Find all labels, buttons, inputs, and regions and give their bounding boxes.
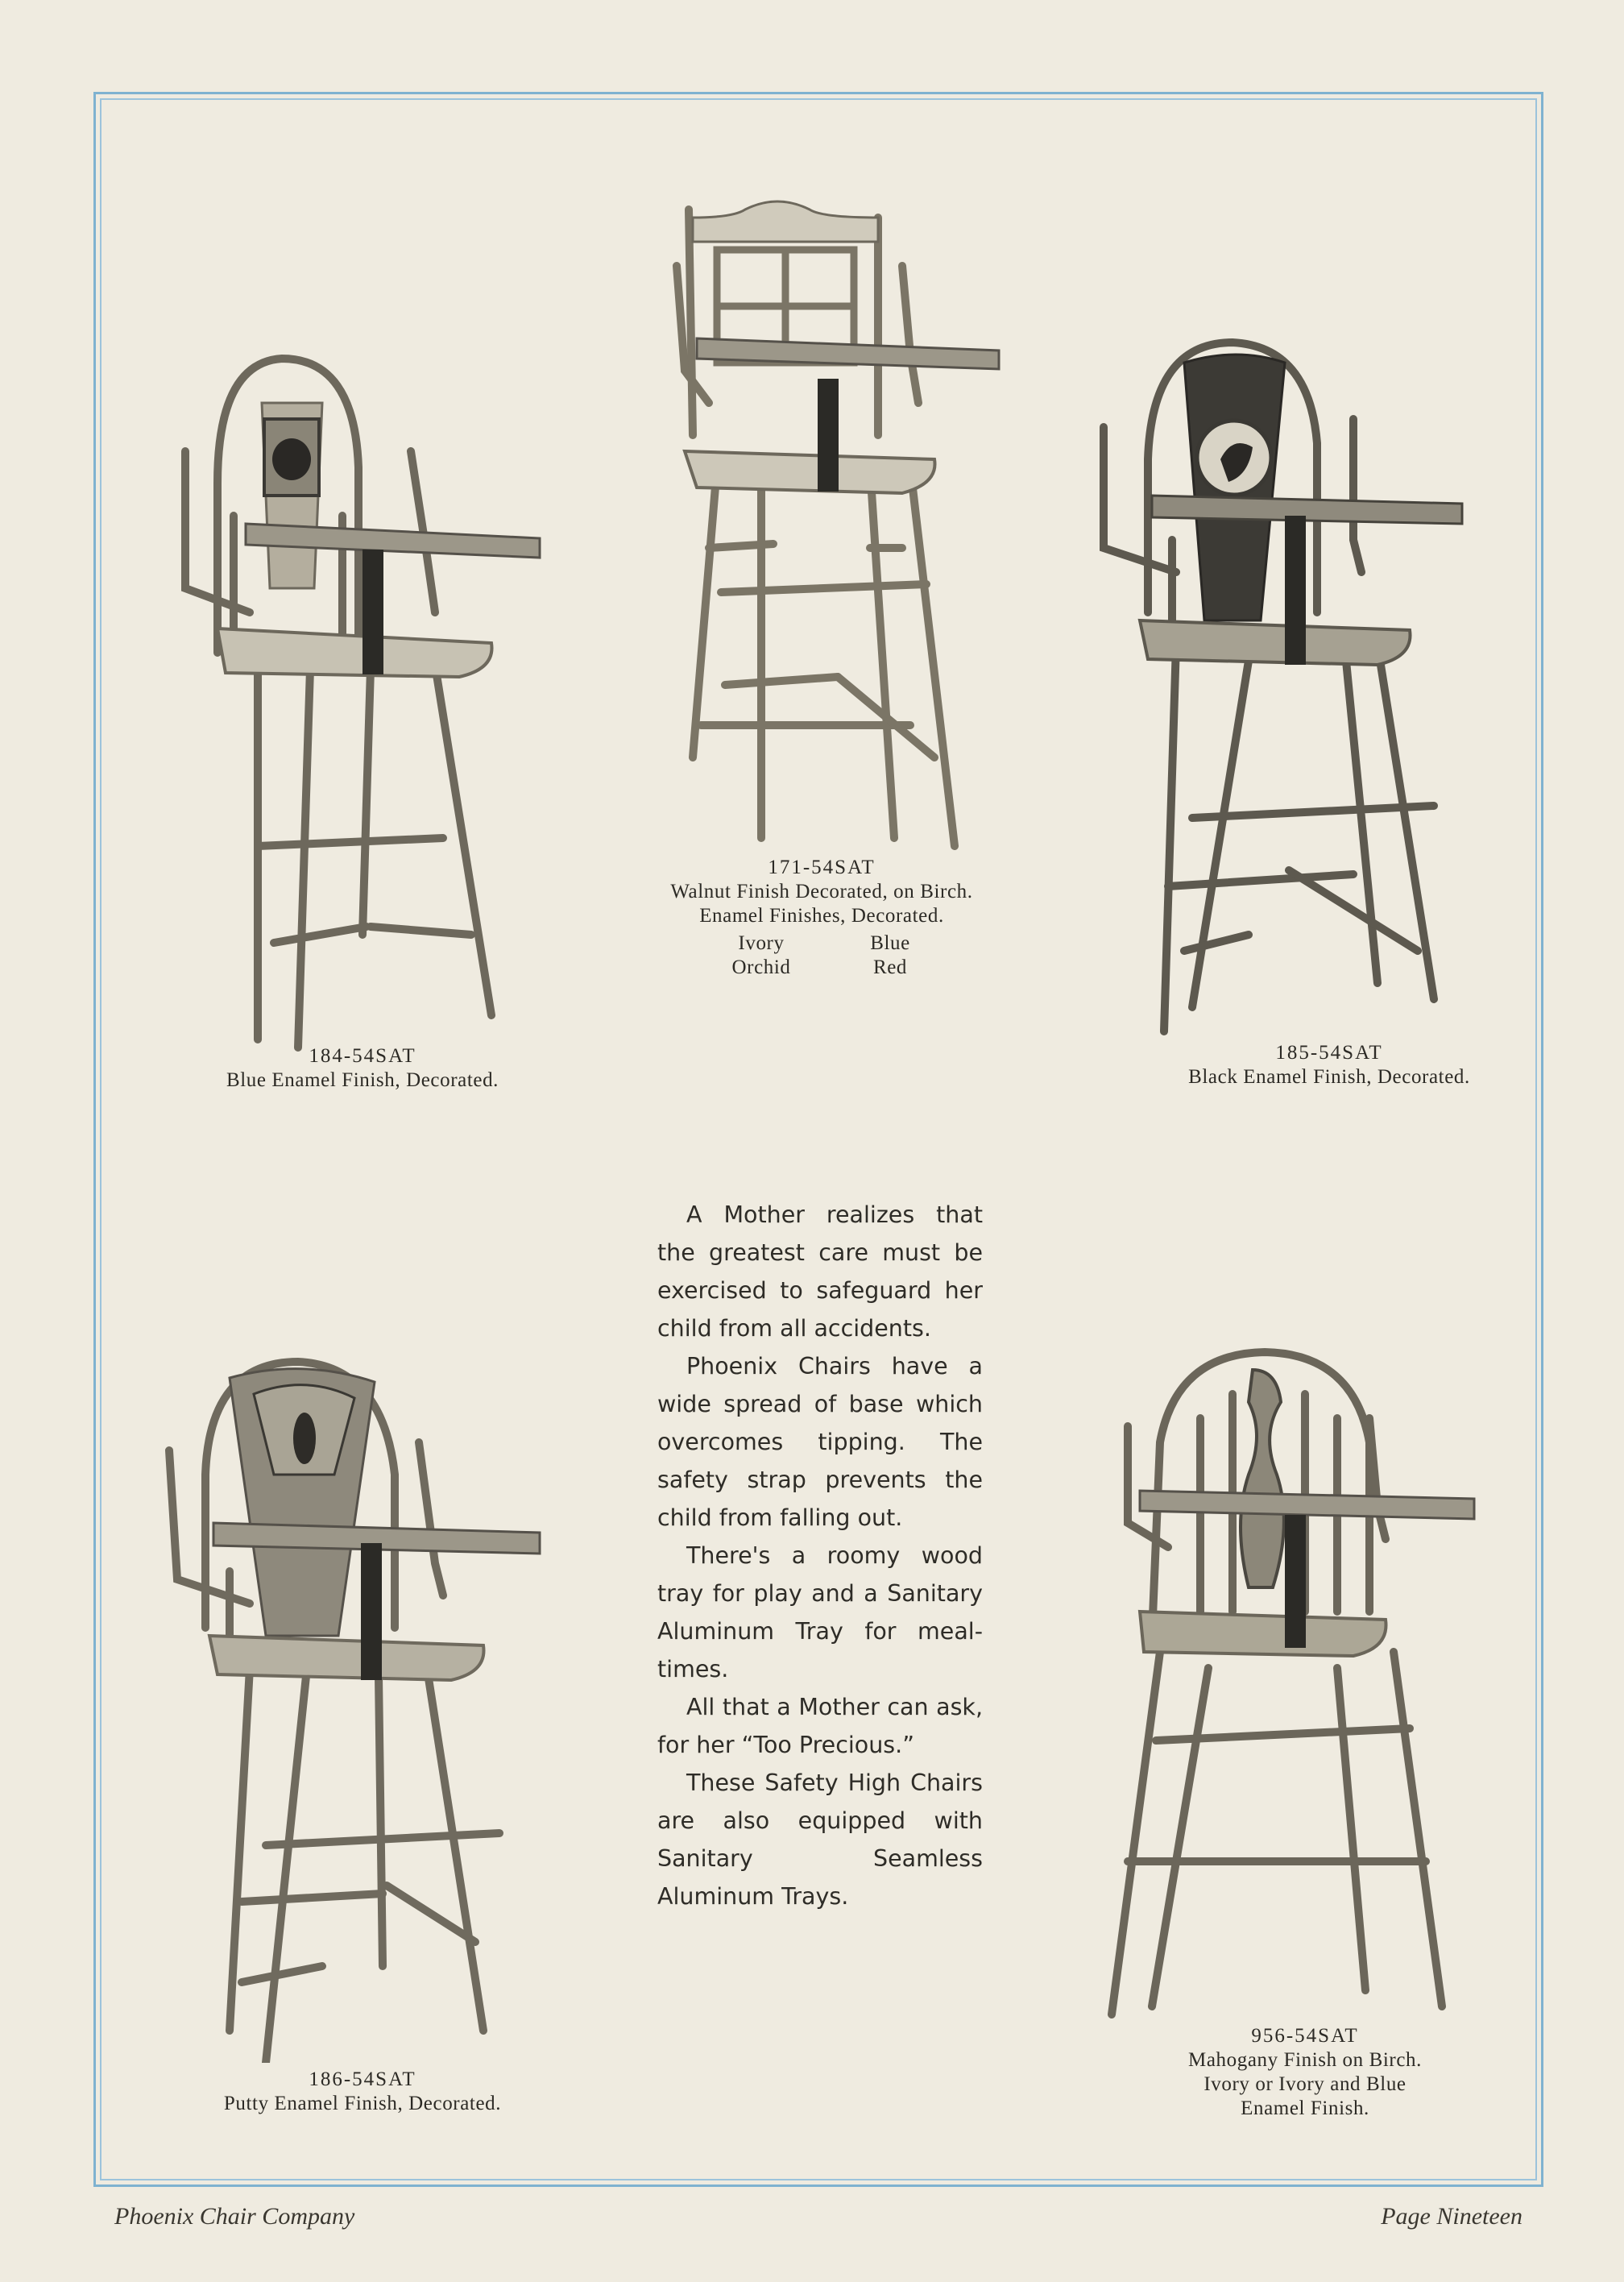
footer-page-number: Page Nineteen [1381, 2203, 1522, 2230]
chair-171-image [628, 193, 1015, 854]
model-number: 171-54SAT [768, 857, 876, 878]
chair-956-image [1104, 1346, 1490, 2039]
chair-184-image [169, 346, 556, 1056]
model-number: 186-54SAT [309, 2068, 416, 2090]
finish-description: Putty Enamel Finish, Decorated. [223, 2093, 502, 2114]
finish-description: Walnut Finish Decorated, on Birch. [670, 881, 973, 902]
caption-171 [596, 856, 1047, 980]
body-copy [657, 1196, 983, 1915]
finish-description: Blue Enamel Finish, Decorated. [226, 1069, 499, 1091]
caption-956 [1128, 2024, 1482, 2121]
chair-186-image [161, 1354, 556, 2063]
finish-description: Mahogany Finish on Birch. [1188, 2049, 1422, 2071]
footer-company: Phoenix Chair Company [114, 2203, 355, 2230]
finish-description: Enamel Finish. [1241, 2097, 1369, 2119]
caption-186 [161, 2068, 564, 2116]
color-option: Blue [870, 932, 910, 954]
chair-185-image [1088, 338, 1482, 1048]
body-paragraph: There's a roomy wood tray for play and a Sanitary Aluminum Tray for meal-times. [657, 1542, 983, 1682]
body-paragraph: A Mother realizes that the greatest care must be exercised to safeguard her child from all accidents. [657, 1201, 983, 1342]
finish-description: Black Enamel Finish, Decorated. [1188, 1066, 1470, 1088]
color-option: Orchid [731, 956, 791, 978]
caption-185 [1128, 1041, 1531, 1089]
body-paragraph: Phoenix Chairs have a wide spread of base which overcomes tipping. The safety strap prevents the child from falling out. [657, 1353, 983, 1531]
model-number: 956-54SAT [1251, 2025, 1359, 2047]
model-number: 184-54SAT [309, 1045, 416, 1067]
body-paragraph: All that a Mother can ask, for her “Too Precious.” [657, 1694, 983, 1758]
body-paragraph: These Safety High Chairs are also equipped with Sanitary Seamless Aluminum Trays. [657, 1770, 983, 1910]
color-options [596, 931, 1047, 980]
color-option: Ivory [738, 932, 785, 954]
caption-184 [169, 1044, 556, 1093]
color-option: Red [872, 956, 908, 978]
finish-description: Enamel Finishes, Decorated. [699, 905, 944, 927]
finish-description: Ivory or Ivory and Blue [1204, 2073, 1406, 2095]
model-number: 185-54SAT [1275, 1042, 1383, 1064]
